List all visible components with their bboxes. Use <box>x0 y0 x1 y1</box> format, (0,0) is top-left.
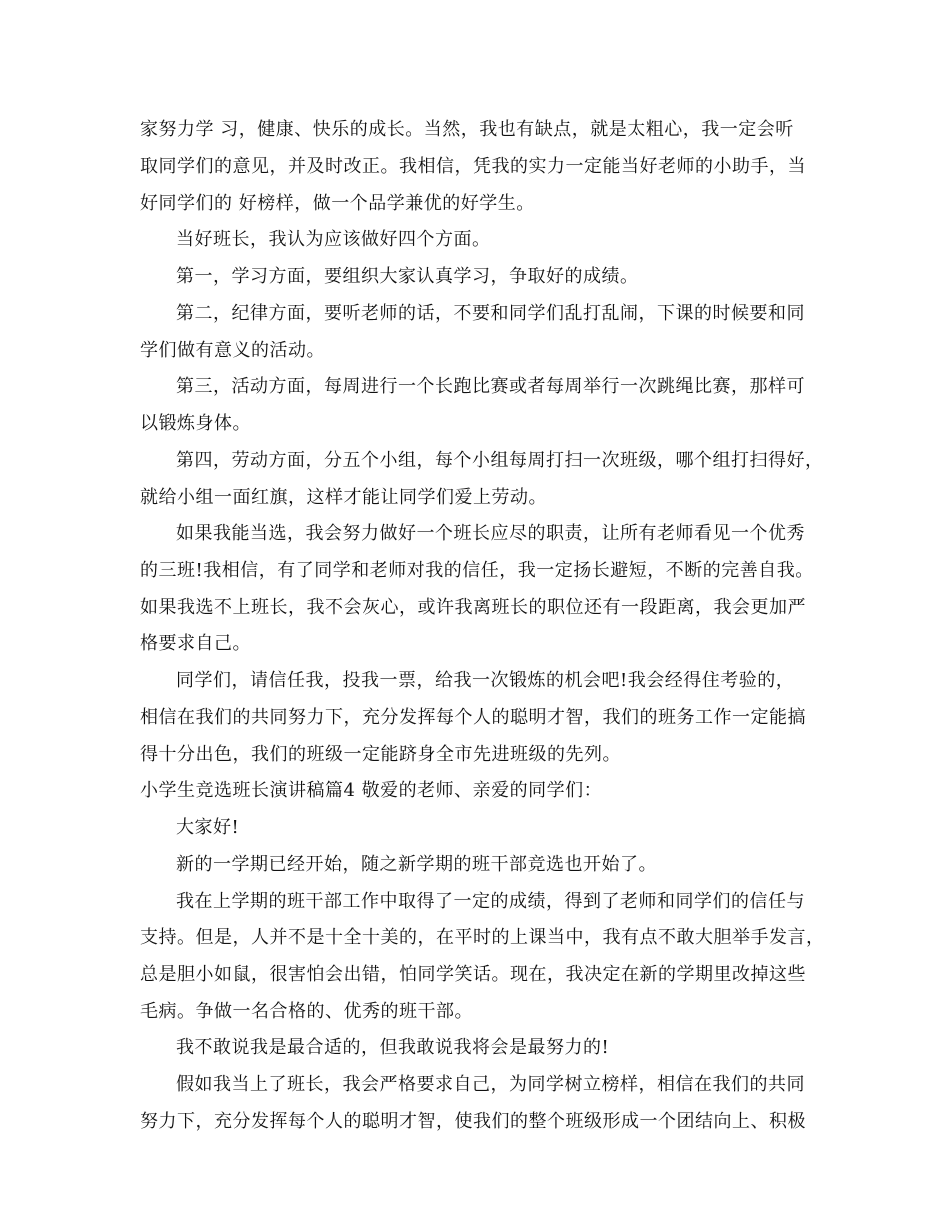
text-line: 的三班!我相信，有了同学和老师对我的信任，我一定扬长避短，不断的完善自我。 <box>140 560 814 581</box>
text-line: 好同学们的 好榜样，做一个品学兼优的好学生。 <box>140 193 535 214</box>
text-line: 努力下，充分发挥每个人的聪明才智，使我们的整个班级形成一个团结向上、积极 <box>140 1111 806 1132</box>
text-line: 第四，劳动方面，分五个小组，每个小组每周打扫一次班级，哪个组打扫得好， <box>176 450 824 471</box>
text-line: 同学们，请信任我，投我一票，给我一次锻炼的机会吧!我会经得住考验的， <box>176 670 795 691</box>
text-line: 学们做有意义的活动。 <box>140 340 325 361</box>
text-line: 总是胆小如鼠，很害怕会出错，怕同学笑话。现在，我决定在新的学期里改掉这些 <box>140 964 806 985</box>
text-line: 支持。但是，人并不是十全十美的，在平时的上课当中，我有点不敢大胆举手发言， <box>140 927 825 948</box>
text-line: 当好班长，我认为应该做好四个方面。 <box>176 229 491 250</box>
text-line: 第三，活动方面，每周进行一个长跑比赛或者每周举行一次跳绳比赛，那样可 <box>176 376 805 397</box>
text-line: 如果我能当选，我会努力做好一个班长应尽的职责，让所有老师看见一个优秀 <box>176 523 805 544</box>
text-line: 毛病。争做一名合格的、优秀的班干部。 <box>140 1001 473 1022</box>
text-line: 得十分出色，我们的班级一定能跻身全市先进班级的先列。 <box>140 744 621 765</box>
text-line: 以锻炼身体。 <box>140 413 251 434</box>
text-line: 如果我选不上班长，我不会灰心，或许我离班长的职位还有一段距离，我会更加严 <box>140 597 806 618</box>
text-line: 我不敢说我是最合适的，但我敢说我将会是最努力的! <box>176 1037 610 1058</box>
section-heading: 小学生竞选班长演讲稿篇4 敬爱的老师、亲爱的同学们： <box>140 780 603 801</box>
text-line: 取同学们的意见，并及时改正。我相信，凭我的实力一定能当好老师的小助手，当 <box>140 156 806 177</box>
text-line: 相信在我们的共同努力下，充分发挥每个人的聪明才智，我们的班务工作一定能搞 <box>140 707 806 728</box>
text-line: 我在上学期的班干部工作中取得了一定的成绩，得到了老师和同学们的信任与 <box>176 891 805 912</box>
text-line: 新的一学期已经开始，随之新学期的班干部竞选也开始了。 <box>176 854 657 875</box>
text-line: 第一，学习方面，要组织大家认真学习，争取好的成绩。 <box>176 266 639 287</box>
text-line: 就给小组一面红旗，这样才能让同学们爱上劳动。 <box>140 487 547 508</box>
text-line: 大家好! <box>176 817 240 838</box>
text-line: 家努力学 习，健康、快乐的成长。当然，我也有缺点，就是太粗心，我一定会听 <box>140 119 794 140</box>
text-line: 第二，纪律方面，要听老师的话，不要和同学们乱打乱闹，下课的时候要和同 <box>176 303 805 324</box>
text-line: 假如我当上了班长，我会严格要求自己，为同学树立榜样，相信在我们的共同 <box>176 1074 805 1095</box>
text-line: 格要求自己。 <box>140 633 251 654</box>
